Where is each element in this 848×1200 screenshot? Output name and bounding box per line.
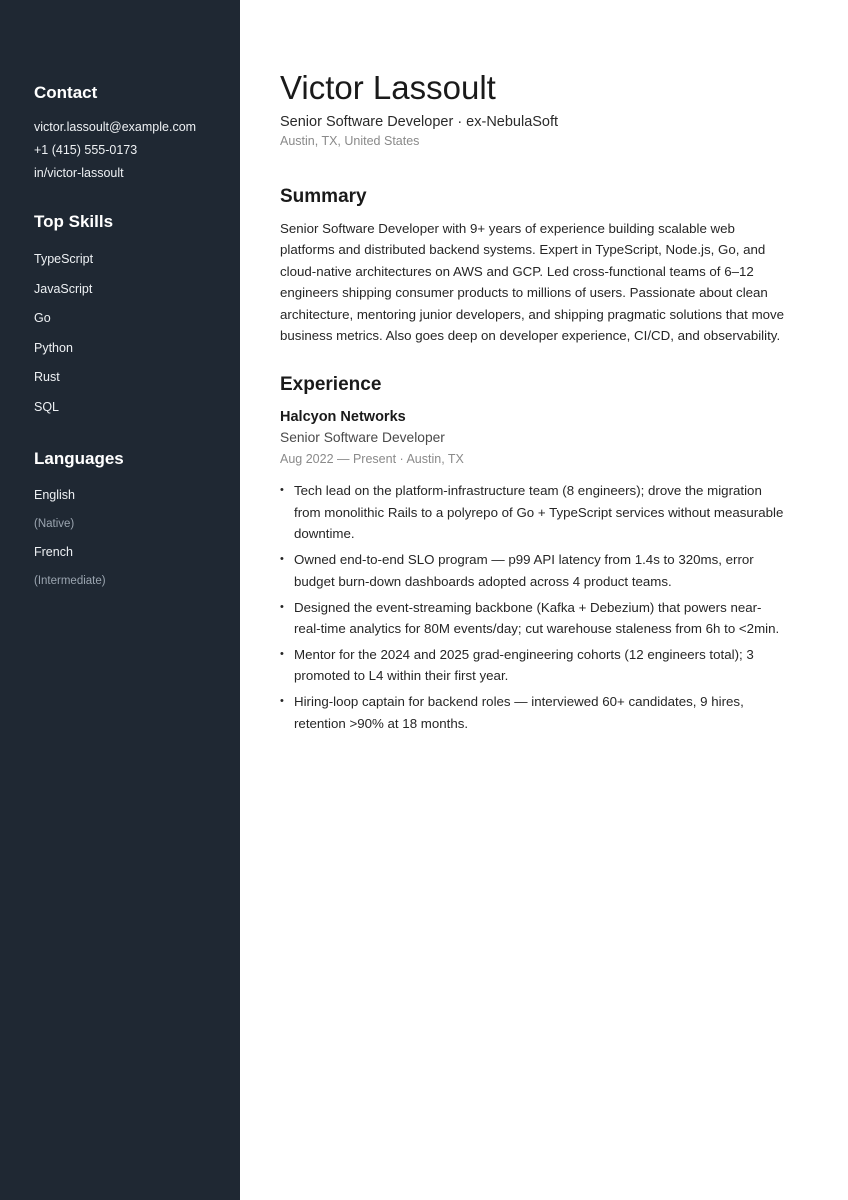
skill-item: Python <box>34 340 73 355</box>
job-company: Halcyon Networks <box>280 409 406 426</box>
job-dates: Aug 2022 — Present · Austin, TX <box>280 452 464 467</box>
summary-heading: Summary <box>280 186 367 207</box>
skill-item: SQL <box>34 399 60 414</box>
language-level: (Intermediate) <box>34 574 106 587</box>
job-bullets <box>280 480 788 734</box>
main-content <box>240 0 848 1200</box>
language-name: French <box>34 545 73 559</box>
skill-item: TypeScript <box>34 252 94 266</box>
skill-item: JavaScript <box>34 281 93 296</box>
contact-section <box>34 83 220 185</box>
job-role: Senior Software Developer <box>280 430 445 446</box>
candidate-headline: Senior Software Developer · ex-NebulaSoft <box>280 114 559 130</box>
language-level: (Native) <box>34 517 75 530</box>
languages-heading: Languages <box>34 449 124 468</box>
skills-section <box>34 212 220 422</box>
languages-section <box>34 449 220 595</box>
summary-text: Senior Software Developer with 9+ years of experience building scalable web platforms and distributed backend systems. Expert in TypeScript, Node.js, Go, and cloud-native architectures on AWS and GCP. Led cross-functional teams of 6–12 engineers shipping consumer products to millions of users. Passionate about clean architecture, mentoring junior developers, and shipping pragmatic solutions that move business metrics. Also goes deep on developer experience, CI/CD, and observability. <box>280 221 785 344</box>
job-bullet: • Tech lead on the platform-infrastructure team (8 engineers); drove the migration from monolithic Rails to a polyrepo of Go + TypeScript services without measurable downtime. <box>280 480 788 544</box>
job-bullet: • Owned end-to-end SLO program — p99 API latency from 1.4s to 320ms, error budget burn-down dashboards adopted across 4 product teams. <box>280 549 788 592</box>
contact-email[interactable]: victor.lassoult@example.com <box>34 120 197 134</box>
sidebar <box>0 0 240 1200</box>
contact-phone[interactable]: +1 (415) 555-0173 <box>34 143 138 157</box>
summary-section <box>280 186 788 346</box>
language-name: English <box>34 488 75 502</box>
experience-heading: Experience <box>280 374 382 396</box>
contact-linkedin[interactable]: in/victor-lassoult <box>34 166 124 180</box>
contact-heading: Contact <box>34 83 98 102</box>
job-bullet: • Mentor for the 2024 and 2025 grad-engineering cohorts (12 engineers total); 3 promoted to L4 within their first year. <box>280 644 788 687</box>
experience-section <box>280 374 788 734</box>
skill-item: Rust <box>34 370 60 384</box>
resume-header <box>280 68 788 148</box>
job-bullet: • Hiring-loop captain for backend roles — interviewed 60+ candidates, 9 hires, retention >90% at 18 months. <box>280 691 788 734</box>
job-entry <box>280 409 788 734</box>
job-bullet: • Designed the event-streaming backbone (Kafka + Debezium) that powers near-real-time analytics for 80M events/day; cut warehouse staleness from 6h to <2min. <box>280 597 788 640</box>
skills-heading: Top Skills <box>34 212 114 231</box>
skill-item: Go <box>34 311 51 325</box>
candidate-name: Victor Lassoult <box>280 69 496 106</box>
candidate-location: Austin, TX, United States <box>280 134 420 148</box>
